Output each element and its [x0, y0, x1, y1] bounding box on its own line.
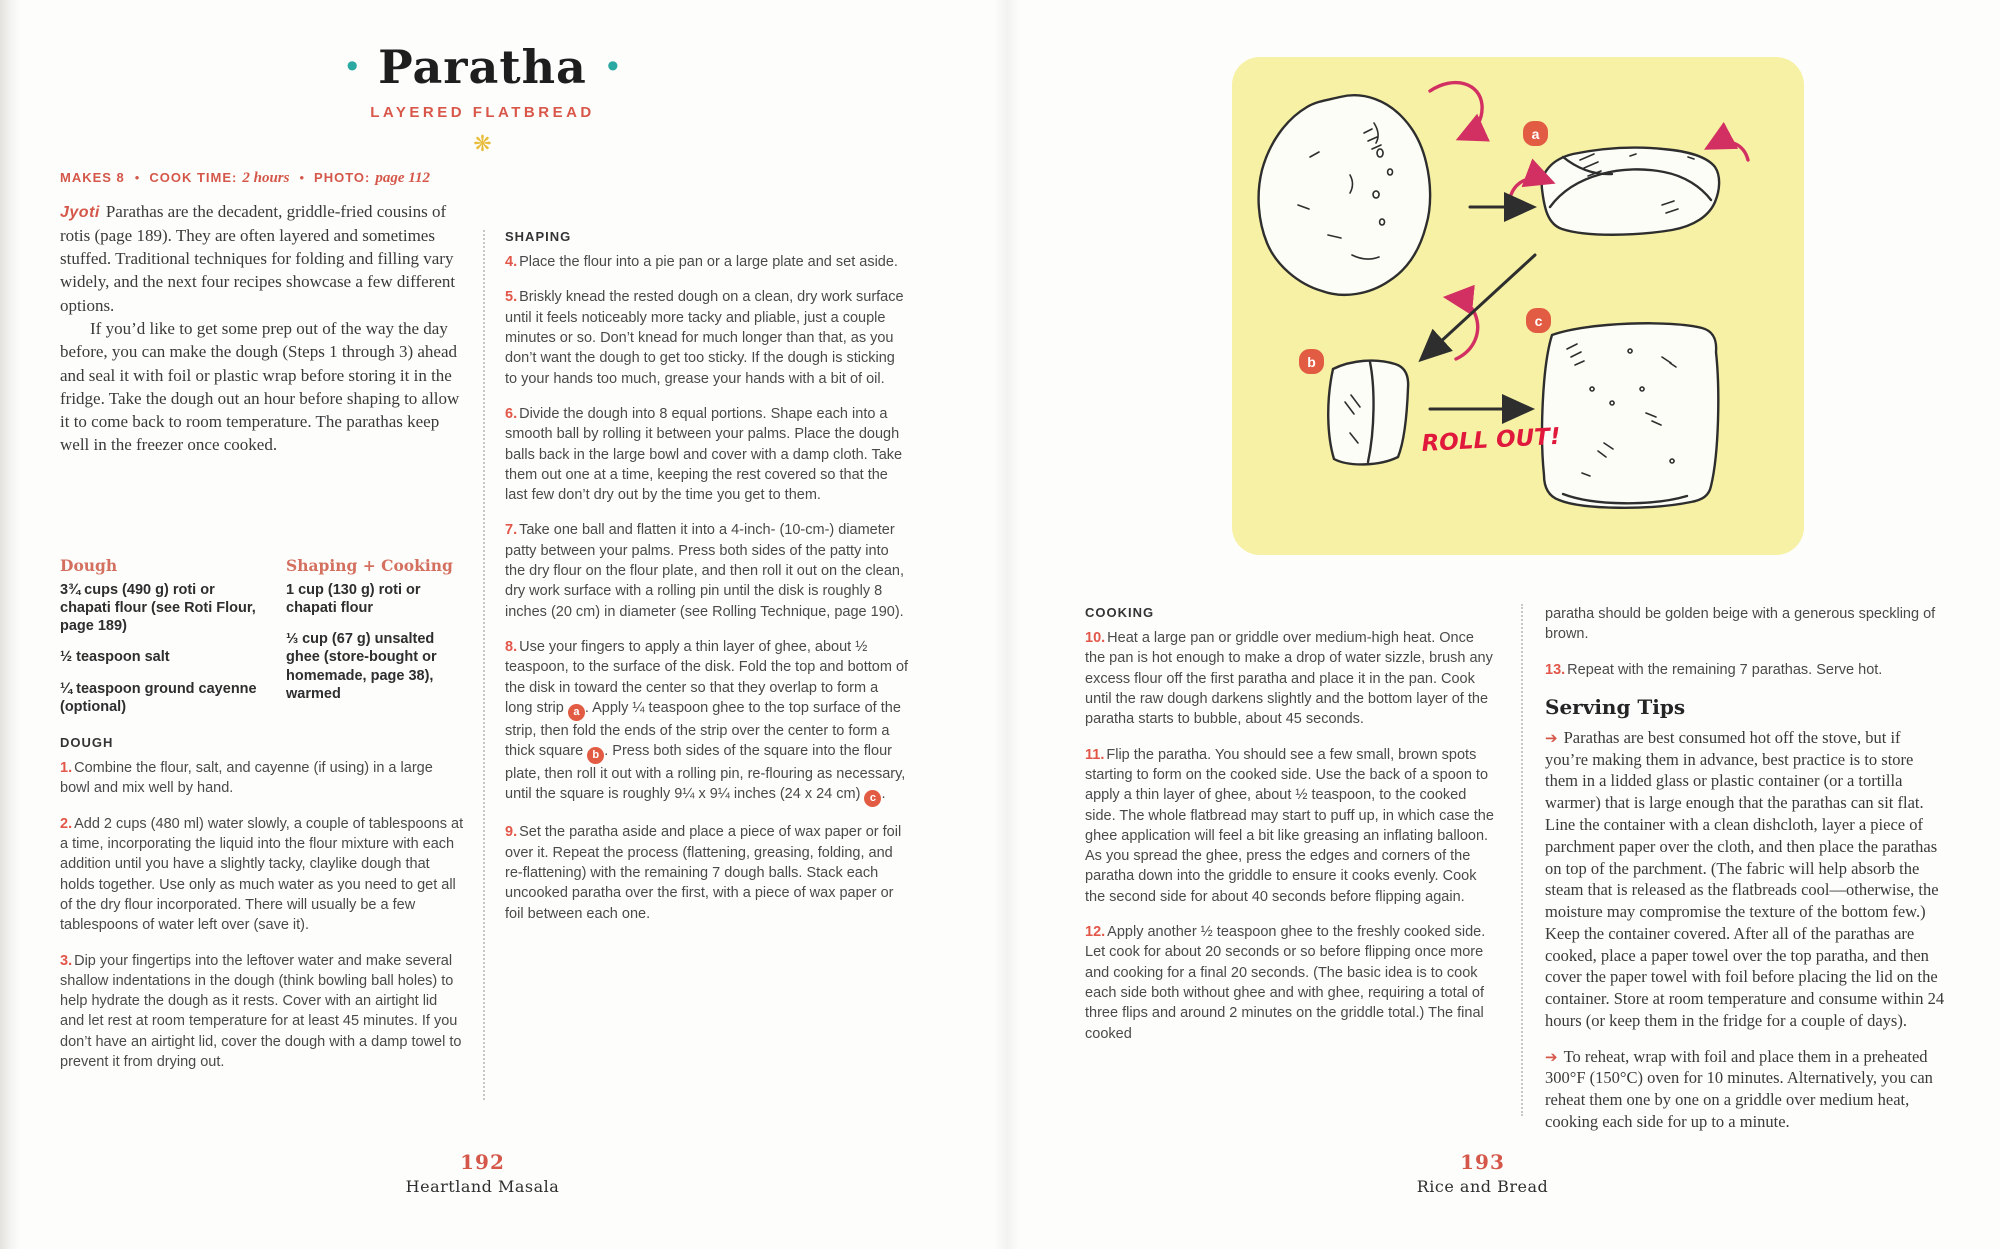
makes-label: MAKES 8 — [60, 170, 125, 185]
ingredient-item: ¼ teaspoon ground cayenne (optional) — [60, 680, 257, 715]
recipe-header — [60, 40, 905, 157]
recipe-subtitle: LAYERED FLATBREAD — [370, 104, 595, 121]
cooking-section-heading: COOKING — [1085, 605, 1155, 620]
recipe-step: 12. Apply another ½ teaspoon ghee to the freshly cooked side. Let cook for about 20 seconds or so before flipping once more and cooking for a final 20 seconds. (The basic idea is to cook each side both without ghee and with ghee, requiring a total of three flips and around 2 minutes on the griddle total.) The final cooked — [1085, 924, 1486, 1042]
flower-ornament-icon: ❋ — [473, 131, 492, 156]
recipe-step: 3. Dip your fingertips into the leftover water and make several shallow indentations in the dough (think bowling ball holes) to help hydrate the dough as it rests. Cover with an airtight lid and let rest at room temperature for at least 45 minutes. If you don’t have an airtight lid, cover the dough with a damp towel to prevent it from drying out. — [60, 952, 462, 1071]
dough-disk — [1259, 95, 1431, 295]
ingredient-item: 1 cup (130 g) roti or chapati flour — [286, 582, 421, 617]
shaping-section-heading: SHAPING — [505, 229, 572, 244]
meta-separator: • — [134, 170, 140, 185]
author-name: Jyoti — [60, 204, 100, 221]
serving-tip: ➔ To reheat, wrap with foil and place them in a preheated 300°F (150°C) oven for 10 minutes. Alternatively, you can reheat them one by one on a griddle over medium heat, cooking each side for up to a minute. — [1545, 1046, 1933, 1131]
column-divider — [1521, 604, 1523, 1116]
process-arrows — [1425, 207, 1535, 409]
dough-steps-section — [60, 734, 464, 1087]
recipe-step: 7. Take one ball and flatten it into a 4-inch- (10-cm-) diameter patty between your palms. Press both sides of the patty into the dry flour on the flour plate, and then roll it out on the clean, dry work surface with a rolling pin until the disk is roughly 8 inches (20 cm) in diameter (see Rolling Technique, page 190). — [505, 522, 905, 620]
recipe-meta — [60, 170, 905, 187]
intro-paragraph — [60, 200, 464, 317]
intro-paragraph-2: If you’d like to get some prep out of the way the day before, you can make the dough (Steps 1 through 3) ahead and seal it with foil or plastic wrap before storing it in the fridge. Take the dough out an hour before shaping to allow it to come back to room temperature. The parathas keep well in the freezer once cooked. — [60, 319, 460, 455]
arrow-icon: ➔ — [1545, 1047, 1558, 1066]
title-dot-right: • — [606, 47, 619, 85]
ingredient-item: ½ teaspoon salt — [60, 649, 170, 666]
shaping-steps-section — [505, 228, 909, 939]
page-number: 193 — [1460, 1150, 1505, 1174]
illustration-badge-a: a — [1523, 121, 1548, 146]
serving-tips-heading: Serving Tips — [1545, 694, 1686, 719]
page-gutter — [994, 0, 1020, 1249]
illustration-badge-b: b — [1299, 349, 1324, 374]
recipe-step: 4. Place the flour into a pie pan or a large plate and set aside. — [505, 254, 898, 271]
ingredients-dough-heading: Dough — [60, 556, 118, 575]
folded-strip — [1542, 148, 1719, 235]
folded-square-small — [1328, 361, 1408, 465]
chapter-title: Rice and Bread — [1416, 1177, 1549, 1196]
ingredients-dough — [60, 556, 260, 729]
roll-out-caption: ROLL OUT! — [1420, 423, 1562, 457]
ingredients-shaping-cooking — [286, 556, 470, 729]
step-badge-b: b — [587, 747, 604, 764]
meta-separator: • — [299, 170, 305, 185]
page-title: Paratha — [378, 40, 587, 94]
dough-section-heading: DOUGH — [60, 735, 114, 750]
cooking-steps-section — [1085, 604, 1497, 1059]
ingredients-block — [60, 556, 470, 729]
step-badge-c: c — [864, 790, 881, 807]
page-number: 192 — [460, 1150, 505, 1174]
recipe-step: 13. Repeat with the remaining 7 parathas. Serve hot. — [1545, 661, 1883, 678]
column-divider — [483, 230, 485, 1100]
intro-paragraph-1: Parathas are the decadent, griddle-fried cousins of rotis (page 189). They are often layered and sometimes stuffed. Traditional techniques for folding and filling vary widely, and the next four recipes showcase a few different options. — [60, 202, 456, 315]
recipe-step: 5. Briskly knead the rested dough on a clean, dry work surface until it feels noticeably more tacky and pliable, just a couple minutes or so. Don’t knead for much longer than that, as you don’t want the dough to get too sticky. If the dough is sticking to your hands too much, grease your hands with a bit of oil. — [505, 289, 904, 387]
step-12-continuation: paratha should be golden beige with a generous speckling of brown. — [1545, 606, 1936, 643]
dough-folding-drawing — [1232, 57, 1804, 555]
recipe-step: 10. Heat a large pan or griddle over medium-high heat. Once the pan is hot enough to make a drop of water sizzle, brush any excess flour off the first paratha and place it in the pan. Cook until the raw dough darkens slightly and the bottom layer of the paratha starts to bubble, about 45 seconds. — [1085, 630, 1493, 728]
book-edge — [0, 0, 20, 1249]
recipe-step: 6. Divide the dough into 8 equal portions. Shape each into a smooth ball by rolling it between your palms. Place the dough balls back in the large bowl and cover with a damp cloth. Take them out one at a time, keeping the rest covered so that the last few don’t dry out by the time you get to them. — [505, 405, 903, 504]
illustration-badge-c: c — [1526, 308, 1551, 333]
serving-tip: ➔ Parathas are best consumed hot off the stove, but if you’re making them in advance, best practice is to store them in a lidded glass or plastic container (or a tortilla warmer) that is large enough that the parathas can sit flat. Line the container with a clean dishcloth, layer a piece of parchment paper over the cloth, and then place the parathas on top of the parchment. (The fabric will help absorb the steam that is released as the flatbreads cool—otherwise, the moisture may compromise the texture of the bottom few.) Keep the container covered. After all of the parathas are cooked, place a paper towel over the top paratha, and then cover the paper towel with foil before placing the lid on the container. Store at room temperature and consume within 24 hours (or keep them in the fridge for a couple of days). — [1545, 727, 1945, 1030]
ingredient-item: ⅓ cup (67 g) unsalted ghee (store-bought or homemade, page 38), warmed — [286, 631, 437, 702]
step-badge-a: a — [568, 704, 585, 721]
left-page-footer — [60, 1150, 905, 1196]
recipe-step: 9. Set the paratha aside and place a piece of wax paper or foil over it. Repeat the process (flattening, greasing, folding, and re-flattening) with the remaining 7 dough balls. Stack each uncooked paratha over the first, with a piece of wax paper or foil between each one. — [505, 824, 902, 922]
right-page-footer — [1060, 1150, 1905, 1196]
ingredient-item: 3¾ cups (490 g) roti or chapati flour (see Roti Flour, page 189) — [60, 582, 256, 635]
right-page-second-column — [1545, 604, 1947, 1147]
recipe-step: 2. Add 2 cups (480 ml) water slowly, a couple of tablespoons at a time, incorporating the liquid into the flour mixture with each addition until you have a slightly tacky, claylike dough that holds together. Use only as much water as you need to get all of the dry flour incorporated. There will usually be a few tablespoons of water left over (save it). — [60, 815, 464, 934]
photo-value: page 112 — [375, 170, 430, 186]
ingredients-shaping-heading: Shaping + Cooking — [286, 556, 453, 575]
cook-time-label: COOK TIME: — [149, 170, 238, 185]
title-dot-left: • — [346, 47, 359, 85]
photo-label: PHOTO: — [314, 170, 371, 185]
recipe-step-8: 8. Use your fingers to apply a thin layer of ghee, about ½ teaspoon, to the surface of the disk. Fold the top and bottom of the disk in toward the center so that they overlap to form a long strip a . Apply ¼ teaspoon ghee to the top surface of the strip, then fold the ends of the strip over the center to form a thick square b . Press both sides of the square into the flour plate, then roll it out with a rolling pin, re-flouring as necessary, until the square is roughly 9¼ x 9¼ inches (24 x 24 cm) c . — [505, 637, 909, 807]
chapter-title: Heartland Masala — [405, 1177, 560, 1196]
folding-illustration — [1232, 57, 1804, 555]
intro-text — [60, 200, 464, 457]
recipe-step: 1. Combine the flour, salt, and cayenne (if using) in a large bowl and mix well by hand. — [60, 760, 433, 797]
arrow-icon: ➔ — [1545, 728, 1558, 747]
rolled-square-large — [1542, 323, 1718, 508]
recipe-step: 11. Flip the paratha. You should see a few small, brown spots starting to form on the cooked side. Use the back of a spoon to apply a thin layer of ghee, about ½ teaspoon, to the cooked side. The whole flatbread may start to puff up, in which case the ghee application will feel a bit like greasing an inflating balloon. As you spread the ghee, press the edges and corners of the paratha down into the griddle to ensure it cooks evenly. Cook the second side for about 40 seconds before flipping again. — [1085, 746, 1494, 905]
cook-time-value: 2 hours — [242, 170, 290, 186]
